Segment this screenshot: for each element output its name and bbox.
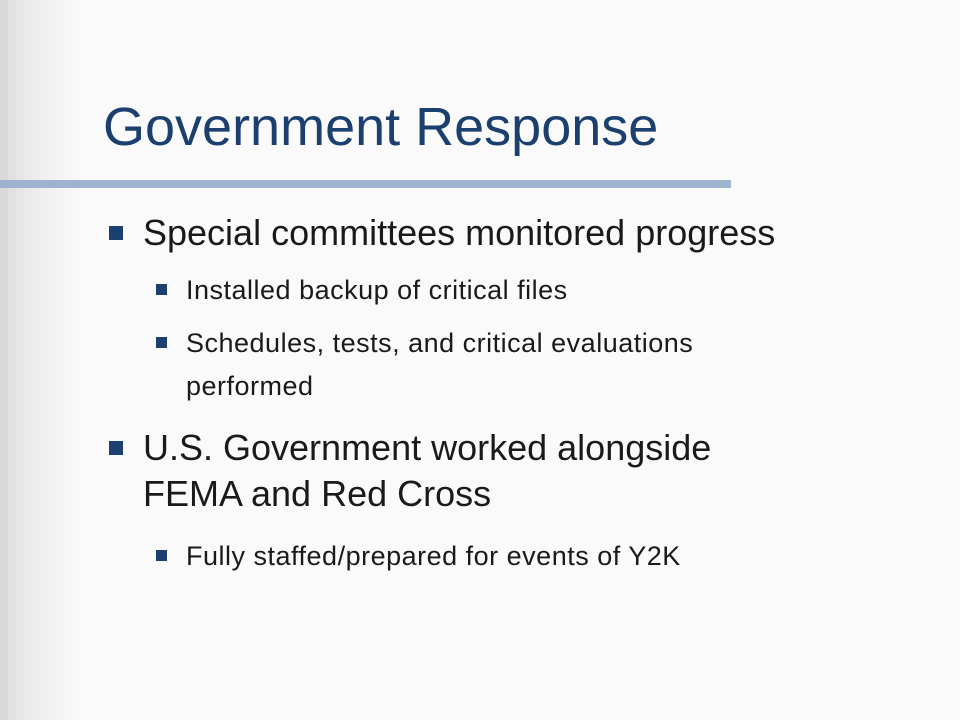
sub-bullet-text-line-2: performed <box>186 371 314 401</box>
sub-bullet-item-2-continuation <box>186 368 314 404</box>
sub-bullet-item-3 <box>186 538 681 574</box>
square-bullet-icon <box>156 337 167 348</box>
sub-bullet-text: Installed backup of critical files <box>186 275 568 305</box>
bullet-item-2 <box>143 425 711 471</box>
slide-title: Government Response <box>103 97 659 157</box>
sub-bullet-text-line-1: Schedules, tests, and critical evaluations <box>186 328 694 358</box>
square-bullet-icon <box>156 550 167 561</box>
sub-bullet-item-1 <box>186 272 568 308</box>
square-bullet-icon <box>109 226 123 240</box>
bullet-item-2-continuation <box>143 471 491 517</box>
sub-bullet-text: Fully staffed/prepared for events of Y2K <box>186 541 681 571</box>
sub-bullet-item-2 <box>186 325 693 361</box>
square-bullet-icon <box>109 441 123 455</box>
bullet-item-1 <box>143 210 775 256</box>
bullet-text: Special committees monitored progress <box>143 212 776 253</box>
bullet-text-line-2: FEMA and Red Cross <box>143 473 492 514</box>
square-bullet-icon <box>156 284 167 295</box>
bullet-text-line-1: U.S. Government worked alongside <box>143 427 712 468</box>
